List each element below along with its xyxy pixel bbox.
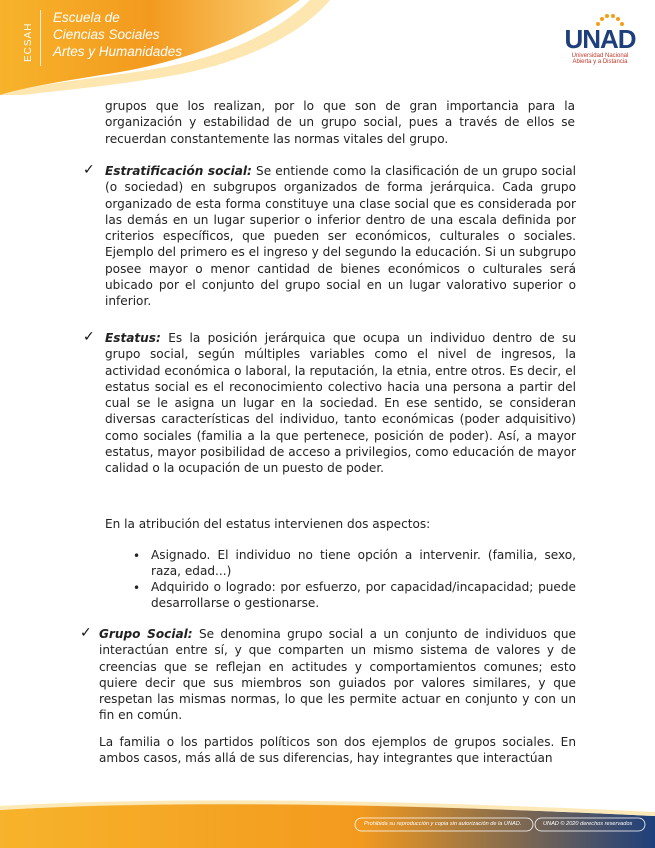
school-line-1: Escuela de: [53, 10, 120, 25]
social-group-followup: La familia o los partidos políticos son dos ejemplos de grupos sociales. En ambos casos, más allá de sus diferencias, hay integrantes que interactúan: [99, 735, 576, 766]
school-name: [53, 9, 182, 60]
bullet-icon: •: [133, 581, 141, 595]
ecsah-label: ECSAH: [23, 22, 34, 62]
checkmark-icon: ✓: [83, 162, 95, 178]
bullet-acquired: Adquirido o logrado: por esfuerzo, por capacidad/incapacidad; puede desarrollarse o gestionarse.: [151, 580, 576, 611]
logo-u: U: [564, 24, 583, 54]
checkmark-icon: ✓: [80, 625, 92, 641]
section-status: [105, 330, 576, 477]
footer-rights: UNAD © 2020 derechos reservados: [543, 821, 633, 827]
checkmark-icon: ✓: [83, 329, 95, 345]
school-line-3: Artes y Humanidades: [53, 44, 183, 59]
header-divider: [40, 10, 41, 66]
term-status: Estatus:: [105, 331, 161, 345]
term-social-group: Grupo Social:: [99, 627, 193, 641]
unad-logo: [560, 10, 640, 76]
page-footer: [0, 798, 655, 848]
footer-copy-notice: Prohibida su reproducción y copia sin autorización de la UNAD.: [364, 821, 522, 827]
status-followup: En la atribución del estatus intervienen dos aspectos:: [105, 517, 431, 531]
logo-subtitle-2: Abierta y a Distancia: [572, 59, 628, 65]
section-stratification: [105, 163, 576, 310]
logo-word: [560, 24, 640, 55]
school-line-2: Ciencias Sociales: [53, 27, 160, 42]
bullet-assigned: Asignado. El individuo no tiene opción a intervenir. (familia, sexo, raza, edad...): [151, 548, 576, 579]
section-social-group: [99, 626, 576, 724]
intro-paragraph: grupos que los realizan, por lo que son de gran importancia para la organización y estabilidad de un grupo social, pues a través de ellos se recuerdan constantemente las normas vitales del grupo.: [105, 99, 575, 146]
page-header: [0, 0, 655, 95]
term-stratification: Estratificación social:: [105, 164, 252, 178]
definition-social-group: Se denomina grupo social a un conjunto de individuos que interactúan entre sí, y que comparten un mismo sistema de valores y de creencias que se reflejan en actitudes y comportamientos comunes; esto quiere decir que sus miembros son guiados por valores similares, y que respetan las mismas normas, lo que les permite actuar en conjunto y con un fin en común.: [99, 627, 576, 723]
logo-subtitle-1: Universidad Nacional: [571, 53, 629, 59]
definition-status: Es la posición jerárquica que ocupa un individuo dentro de su grupo social, según múltiples variables como el nivel de ingresos, la actividad económica o laboral, la reputación, la etnia, entre otros. Es decir, el estatus social es el reconocimiento colectivo hacia una persona a partir del cual se le asigna un lugar en la sociedad. En ese sentido, se consideran diversas características del individuo, tanto económicas (poder adquisitivo) como sociales (familia a la que pertenece, posición de poder). Así, a mayor estatus, mayor posibilidad de acceso a privilegios, como educación de mayor calidad o la ocupación de un puesto de poder.: [105, 331, 576, 476]
logo-nad: NAD: [582, 24, 636, 54]
definition-stratification: Se entiende como la clasificación de un grupo social (o sociedad) en subgrupos organizados de forma jerárquica. Cada grupo organizado de esta forma constituye una clase social que es considerada por las demás en un lugar superior o inferior dentro de una escala definida por criterios específicos, que pueden ser económicos, culturales o sociales. Ejemplo del primero es el ingreso y del segundo la educación. Si un subgrupo posee mayor o menor cantidad de bienes económicos o culturales será ubicado por el conjunto del grupo social en un lugar valorativo superior o inferior.: [105, 164, 576, 309]
bullet-icon: •: [133, 549, 141, 563]
